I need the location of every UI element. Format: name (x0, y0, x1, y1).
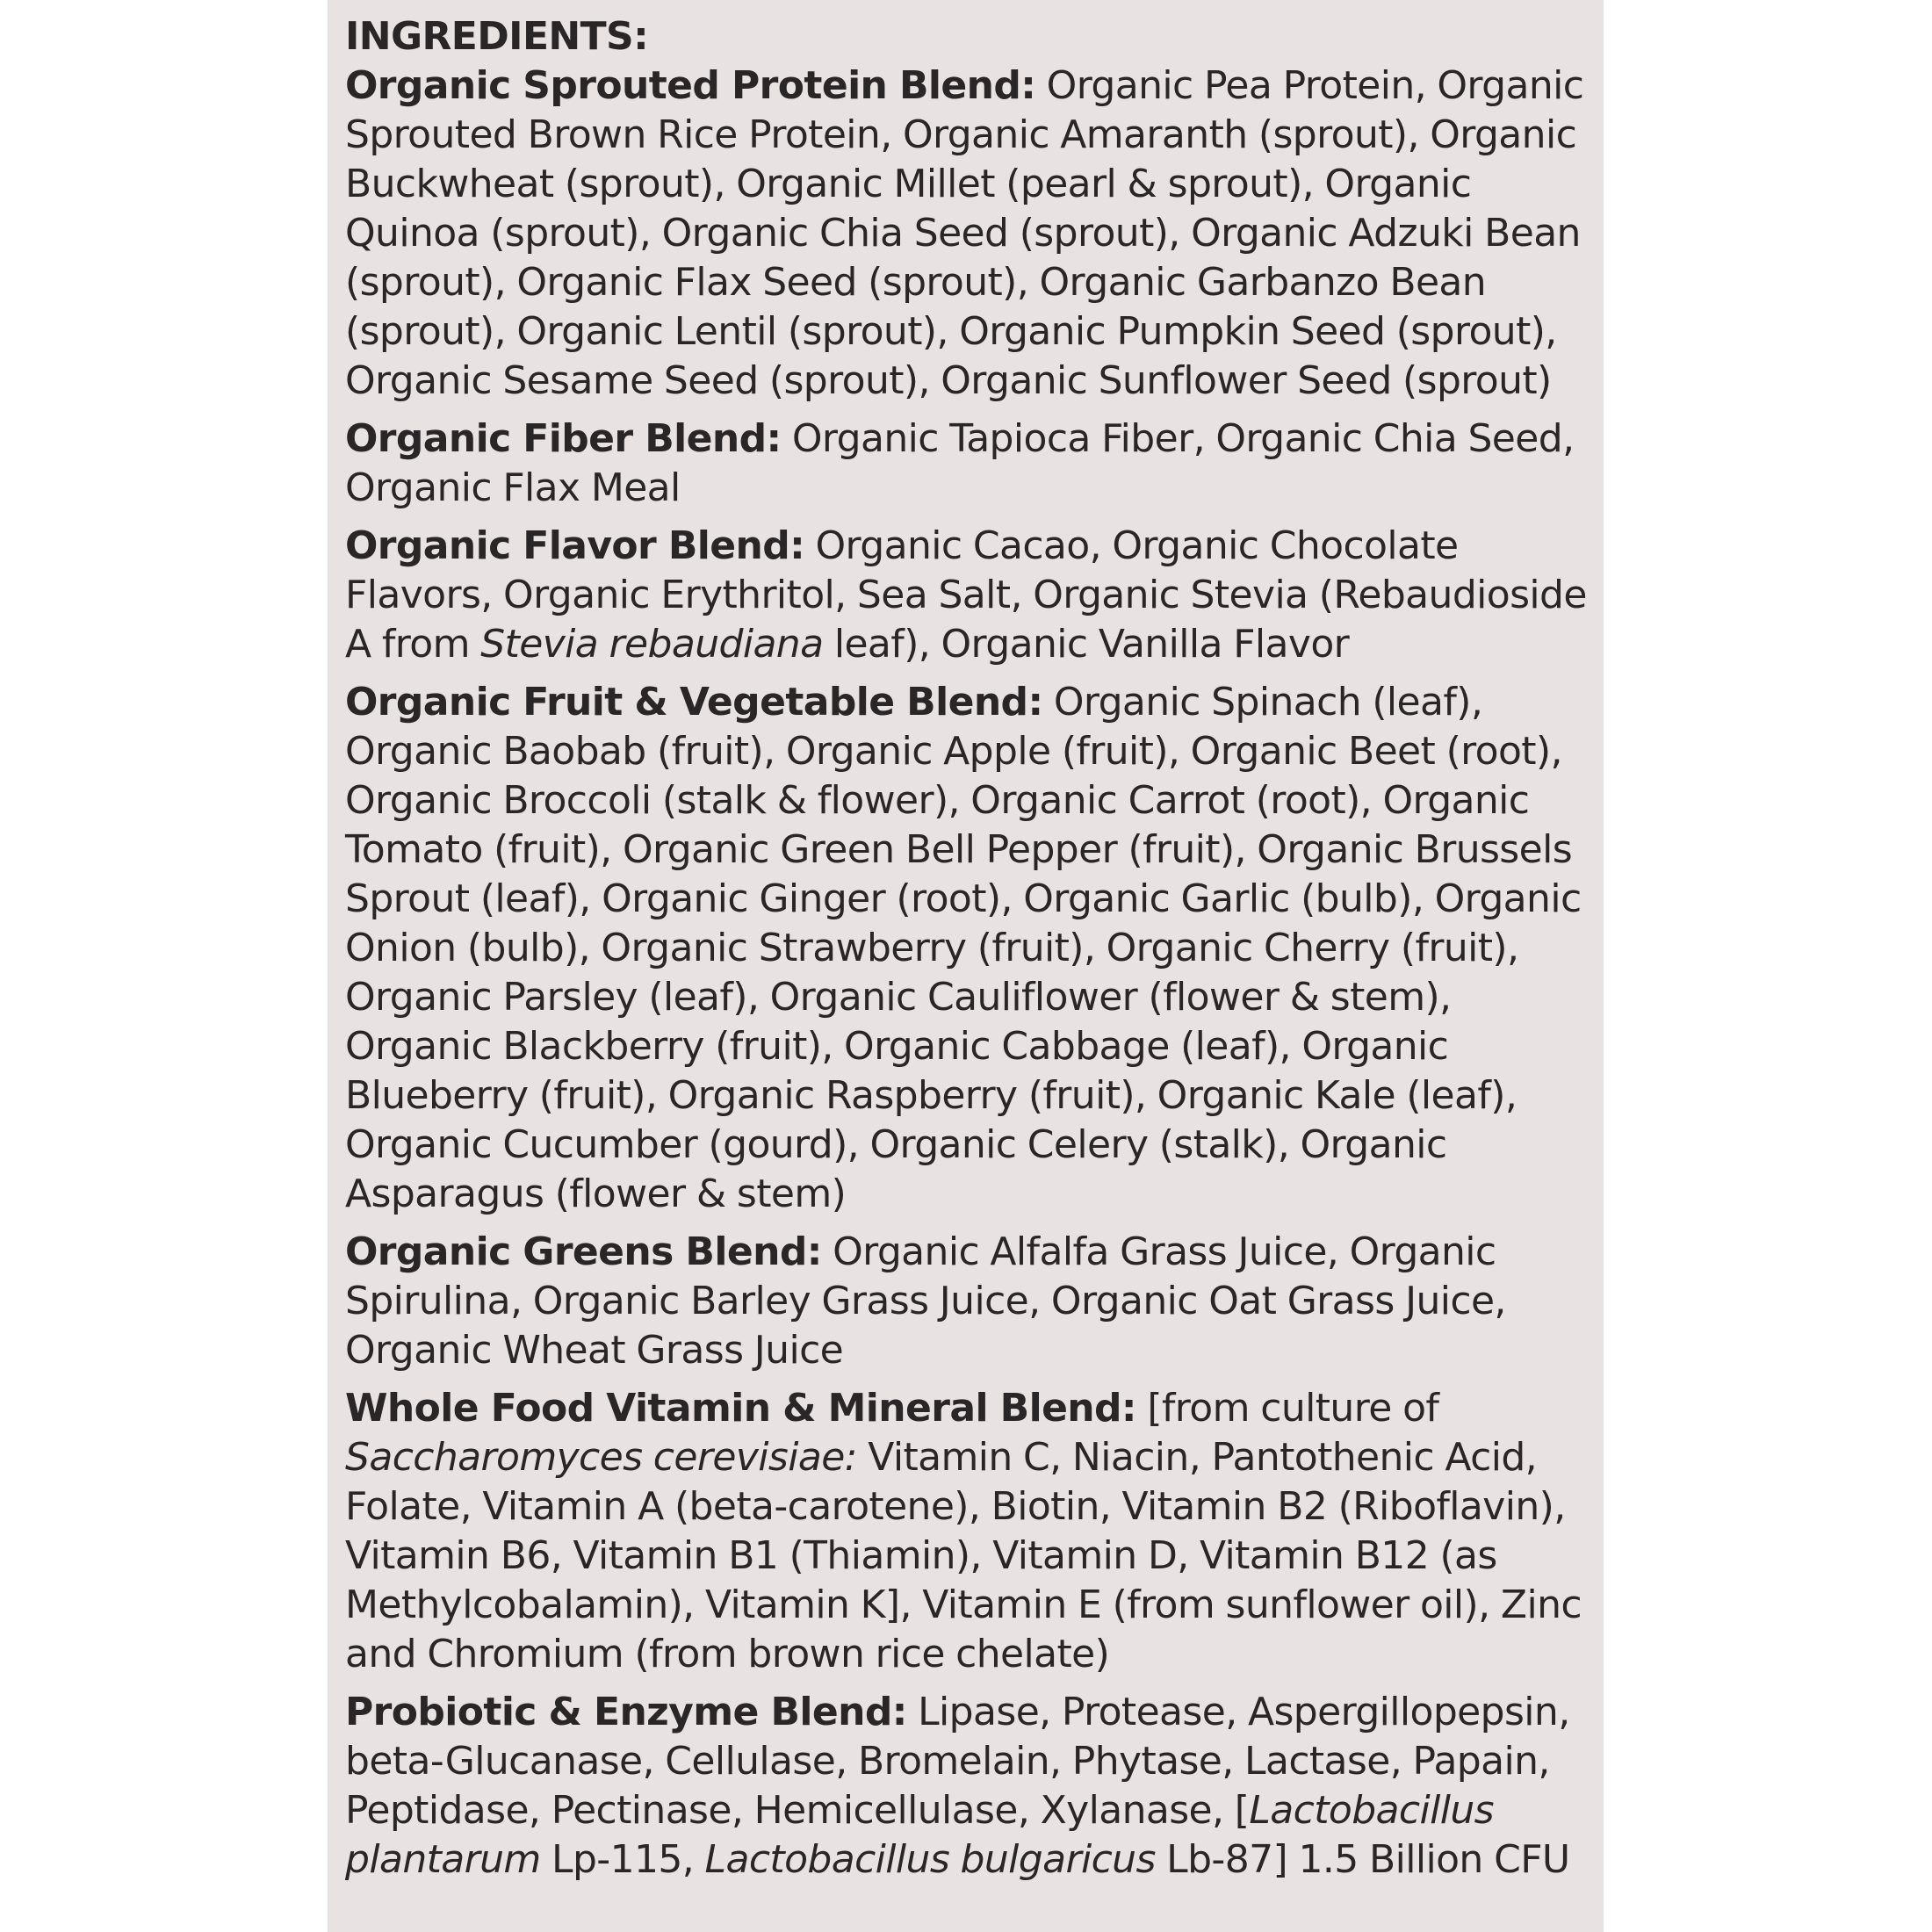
blend-greens (345, 1228, 1601, 1375)
blend-name: Organic Sprouted Protein Blend: (345, 63, 1036, 108)
blend-ingredients: Vitamin C, Niacin, Pantothenic Acid, Folate, Vitamin A (beta-carotene), Biotin, Vitamin B2 (Riboflavin), Vitamin B6, Vitamin B1 (Thiamin), Vitamin D, Vitamin B12 (as Methylcobalamin), Vitamin K], Vitamin E (from sunflower oil), Zinc and Chromium (from brown rice chelate) (345, 1435, 1582, 1676)
blend-flavor (345, 522, 1601, 669)
blend-protein (345, 61, 1601, 406)
blend-ingredients-italic: Stevia rebaudiana (480, 622, 824, 667)
blend-ingredients: Organic Spinach (leaf), Organic Baobab (fruit), Organic Apple (fruit), Organic Beet (root), Organic Broccoli (stalk & flower), Organic Carrot (root), Organic Tomato (fruit), Organic Green Bell Pepper (fruit), Organic Brussels Sprout (leaf), Organic Ginger (root), Organic Garlic (bulb), Organic Onion (bulb), Organic Strawberry (fruit), Organic Cherry (fruit), Organic Parsley (leaf), Organic Cauliflower (flower & stem), Organic Blackberry (fruit), Organic Cabbage (leaf), Organic Blueberry (fruit), Organic Raspberry (fruit), Organic Kale (leaf), Organic Cucumber (gourd), Organic Celery (stalk), Organic Asparagus (flower & stem) (345, 680, 1582, 1216)
blend-ingredients: [from culture of (1135, 1386, 1439, 1431)
blend-ingredients: Lp-115, (540, 1837, 705, 1882)
ingredients-label-panel (328, 0, 1604, 1932)
ingredients-heading: INGREDIENTS: (345, 14, 649, 59)
blend-fiber (345, 415, 1601, 513)
blend-ingredients-italic: Saccharomyces cerevisiae: (345, 1435, 857, 1480)
blend-name: Organic Flavor Blend: (345, 523, 805, 568)
blend-fruit-vegetable (345, 678, 1601, 1219)
blend-ingredients-italic: Lactobacillus plantarum (345, 1788, 1494, 1882)
blend-name: Probiotic & Enzyme Blend: (345, 1690, 907, 1734)
blend-ingredients-italic: Lactobacillus bulgaricus (704, 1837, 1156, 1882)
ingredients-text-block (345, 12, 1601, 1893)
blend-ingredients: Organic Tapioca Fiber, Organic Chia Seed, Organic Flax Meal (345, 416, 1575, 510)
blend-ingredients: Organic Cacao, Organic Chocolate Flavors, Organic Erythritol, Sea Salt, Organic Stevia (Rebaudioside A from (345, 523, 1587, 667)
blend-ingredients: Lipase, Protease, Aspergillopepsin, beta-Glucanase, Cellulase, Bromelain, Phytase, Lactase, Papain, Peptidase, Pectinase, Hemicellulase, Xylanase, [ (345, 1690, 1570, 1833)
blend-name: Organic Fruit & Vegetable Blend: (345, 680, 1043, 724)
blend-ingredients: Lb-87] 1.5 Billion CFU (1155, 1837, 1570, 1882)
blend-ingredients: Organic Alfalfa Grass Juice, Organic Spirulina, Organic Barley Grass Juice, Organic Oat Grass Juice, Organic Wheat Grass Juice (345, 1229, 1506, 1373)
blend-name: Whole Food Vitamin & Mineral Blend: (345, 1386, 1136, 1431)
blend-ingredients: leaf), Organic Vanilla Flavor (823, 622, 1350, 667)
blend-ingredients: Organic Pea Protein, Organic Sprouted Brown Rice Protein, Organic Amaranth (sprout), Organic Buckwheat (sprout), Organic Millet (pearl & sprout), Organic Quinoa (sprout), Organic Chia Seed (sprout), Organic Adzuki Bean (sprout), Organic Flax Seed (sprout), Organic Garbanzo Bean (sprout), Organic Lentil (sprout), Organic Pumpkin Seed (sprout), Organic Sesame Seed (sprout), Organic Sunflower Seed (sprout) (345, 63, 1584, 403)
blend-name: Organic Fiber Blend: (345, 416, 782, 461)
blend-vitamin-mineral (345, 1384, 1601, 1679)
blend-probiotic-enzyme (345, 1688, 1601, 1885)
blend-name: Organic Greens Blend: (345, 1229, 822, 1274)
